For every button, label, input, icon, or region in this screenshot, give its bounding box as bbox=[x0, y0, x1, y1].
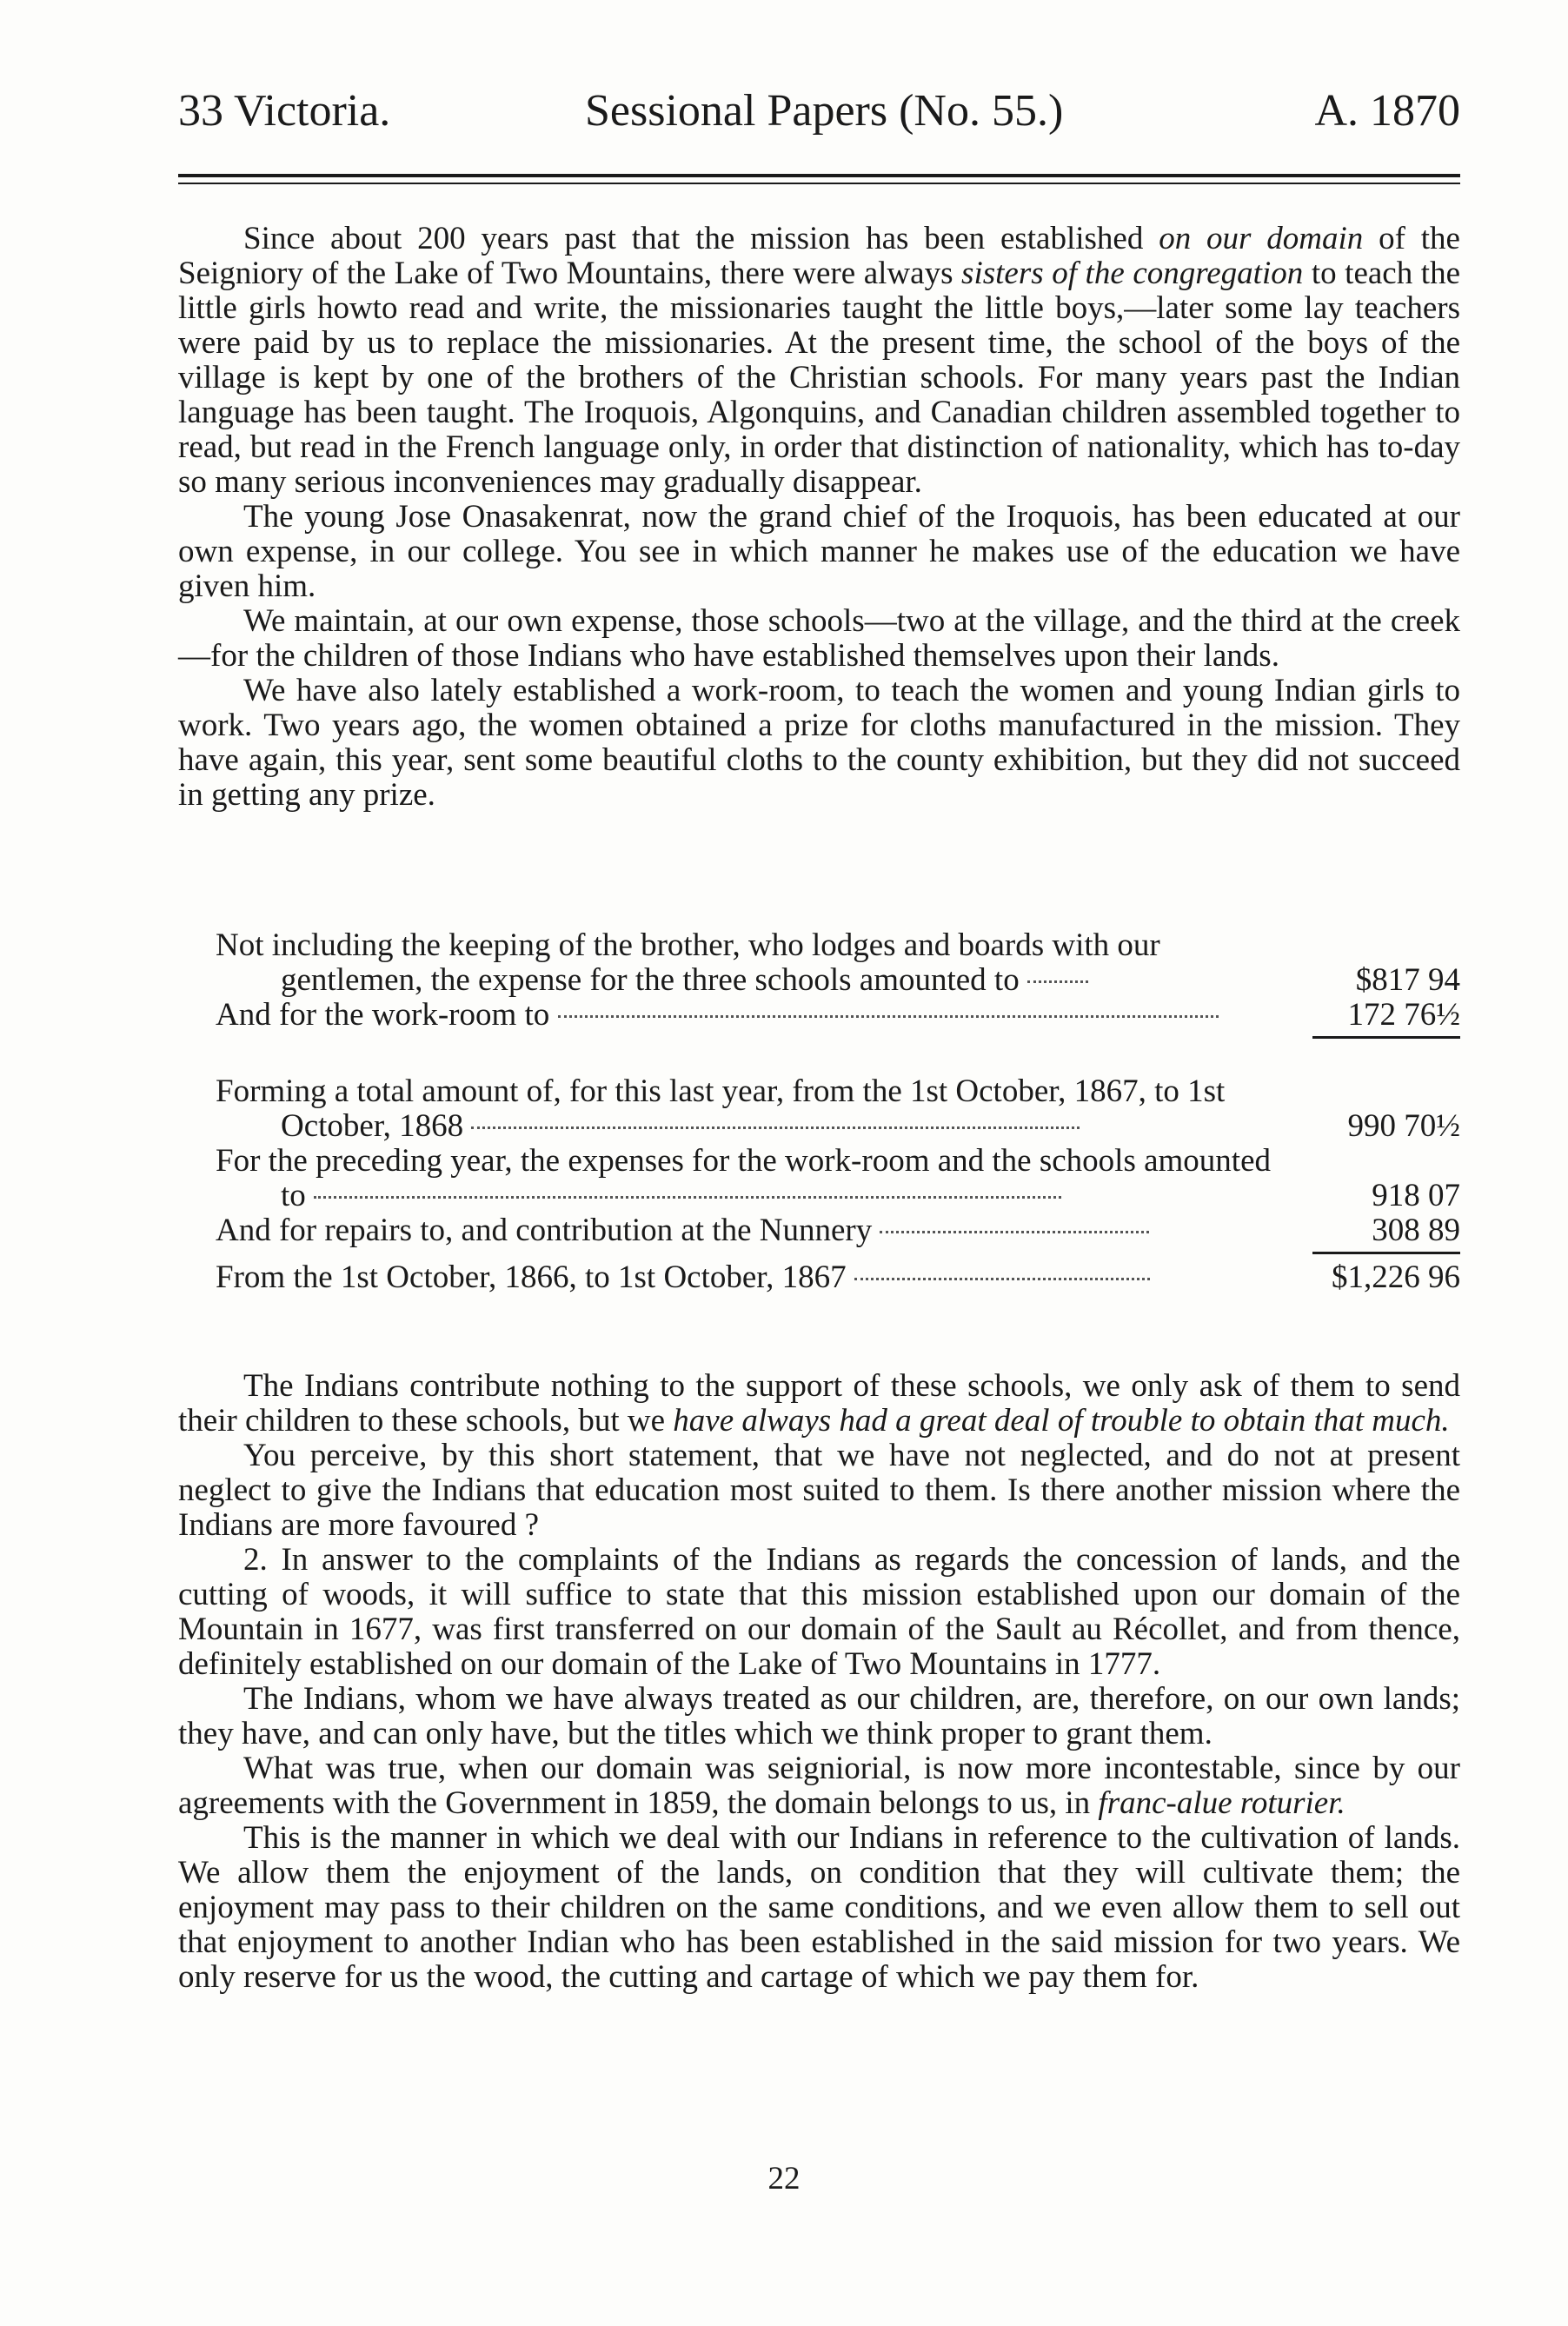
body-text-bottom bbox=[178, 1369, 1460, 1995]
paragraph: The Indians contribute nothing to the support of these schools, we only ask of them to send their children to these schools, but we have always had a great deal of trouble to obtain that much. bbox=[178, 1368, 1460, 1439]
paragraph: 2. In answer to the complaints of the Indians as regards the concession of lands, and the cutting of woods, it will suffice to state that this mission established upon our domain of the Mountain in 1677, was first transferred on our domain of the Sault au Récollet, and from thence, definitely established on our domain of the Lake of Two Mountains in 1777. bbox=[178, 1542, 1460, 1682]
account-amount: $817 94 bbox=[1355, 962, 1460, 998]
account-desc: Forming a total amount of, for this last year, from the 1st October, 1867, to 1st October, 1868 bbox=[216, 1073, 1226, 1144]
header-session: 33 Victoria. bbox=[178, 86, 391, 136]
account-amount: 308 89 bbox=[1372, 1213, 1460, 1248]
paragraph: This is the manner in which we deal with our Indians in reference to the cultivation of lands. We allow them the enjoyment of the lands, on condition that they will cultivate them; the enjoyment may pass to their children on the same conditions, and we even allow them to sell out that enjoyment to another Indian who has been established in the said mission for two years. We only reserve for us the wood, the cutting and cartage of which we pay them for. bbox=[178, 1820, 1460, 1995]
paragraph: We maintain, at our own expense, those schools—two at the village, and the third at the creek—for the children of those Indians who have established themselves upon their lands. bbox=[178, 603, 1460, 674]
account-desc: And for the work-room to bbox=[216, 997, 550, 1033]
account-desc: And for repairs to, and contribution at the Nunnery bbox=[216, 1213, 873, 1248]
account-row bbox=[216, 1074, 1460, 1144]
paragraph: The young Jose Onasakenrat, now the grand chief of the Iroquois, has been educated at our own expense, in our college. You see in which manner he makes use of the education we have given him. bbox=[178, 499, 1460, 604]
paragraph: What was true, when our domain was seigniorial, is now more incontestable, since by our agreements with the Government in 1859, the domain belongs to us, in franc-alue roturier. bbox=[178, 1751, 1460, 1821]
page-number: 22 bbox=[767, 2161, 801, 2196]
header-year: A. 1870 bbox=[1314, 86, 1460, 136]
account-row bbox=[216, 928, 1460, 998]
sum-rule bbox=[216, 1033, 1460, 1045]
paragraph: The Indians, whom we have always treated as our children, are, therefore, on our own lands; they have, and can only have, but the titles which we think proper to grant them. bbox=[178, 1681, 1460, 1751]
account-amount: 918 07 bbox=[1372, 1178, 1460, 1213]
header-title: Sessional Papers (No. 55.) bbox=[585, 86, 1064, 136]
account-row bbox=[216, 1260, 1460, 1295]
account-amount: $1,226 96 bbox=[1332, 1259, 1460, 1295]
account-amount: 990 70½ bbox=[1347, 1108, 1460, 1144]
sum-rule bbox=[216, 1248, 1460, 1260]
account-row bbox=[216, 1144, 1460, 1213]
account-desc: From the 1st October, 1866, to 1st October, 1867 bbox=[216, 1259, 847, 1295]
account-row bbox=[216, 998, 1460, 1033]
account-amount: 172 76½ bbox=[1347, 997, 1460, 1033]
body-text-top bbox=[178, 222, 1460, 813]
paragraph: You perceive, by this short statement, that we have not neglected, and do not at present neglect to give the Indians that education most suited to them. Is there another mission where the Indians are more favoured ? bbox=[178, 1438, 1460, 1543]
header-rule-thin bbox=[178, 183, 1460, 184]
running-header bbox=[178, 76, 1460, 146]
accounts-statement bbox=[216, 928, 1460, 1295]
account-row bbox=[216, 1213, 1460, 1248]
paragraph: We have also lately established a work-room, to teach the women and young Indian girls to work. Two years ago, the women obtained a prize for cloths manufactured in the mission. They have again, this year, sent some beautiful cloths to the county exhibition, but they did not succeed in getting any prize. bbox=[178, 673, 1460, 813]
account-desc: Not including the keeping of the brother, who lodges and boards with our gentlemen, the expense for the three schools amounted to bbox=[216, 927, 1160, 998]
paragraph: Since about 200 years past that the mission has been established on our domain of the Seigniory of the Lake of Two Mountains, there were always sisters of the congregation to teach the little girls howto read and write, the missionaries taught the little boys,—later some lay teachers were paid by us to replace the missionaries. At the present time, the school of the boys of the village is kept by one of the brothers of the Christian schools. For many years past the Indian language has been taught. The Iroquois, Algonquins, and Canadian children assembled together to read, but read in the French language only, in order that distinction of nationality, which has to-day so many serious inconveniences may gradually disappear. bbox=[178, 221, 1460, 500]
header-rule bbox=[178, 174, 1460, 177]
account-desc: For the preceding year, the expenses for the work-room and the schools amounted to bbox=[216, 1143, 1272, 1213]
